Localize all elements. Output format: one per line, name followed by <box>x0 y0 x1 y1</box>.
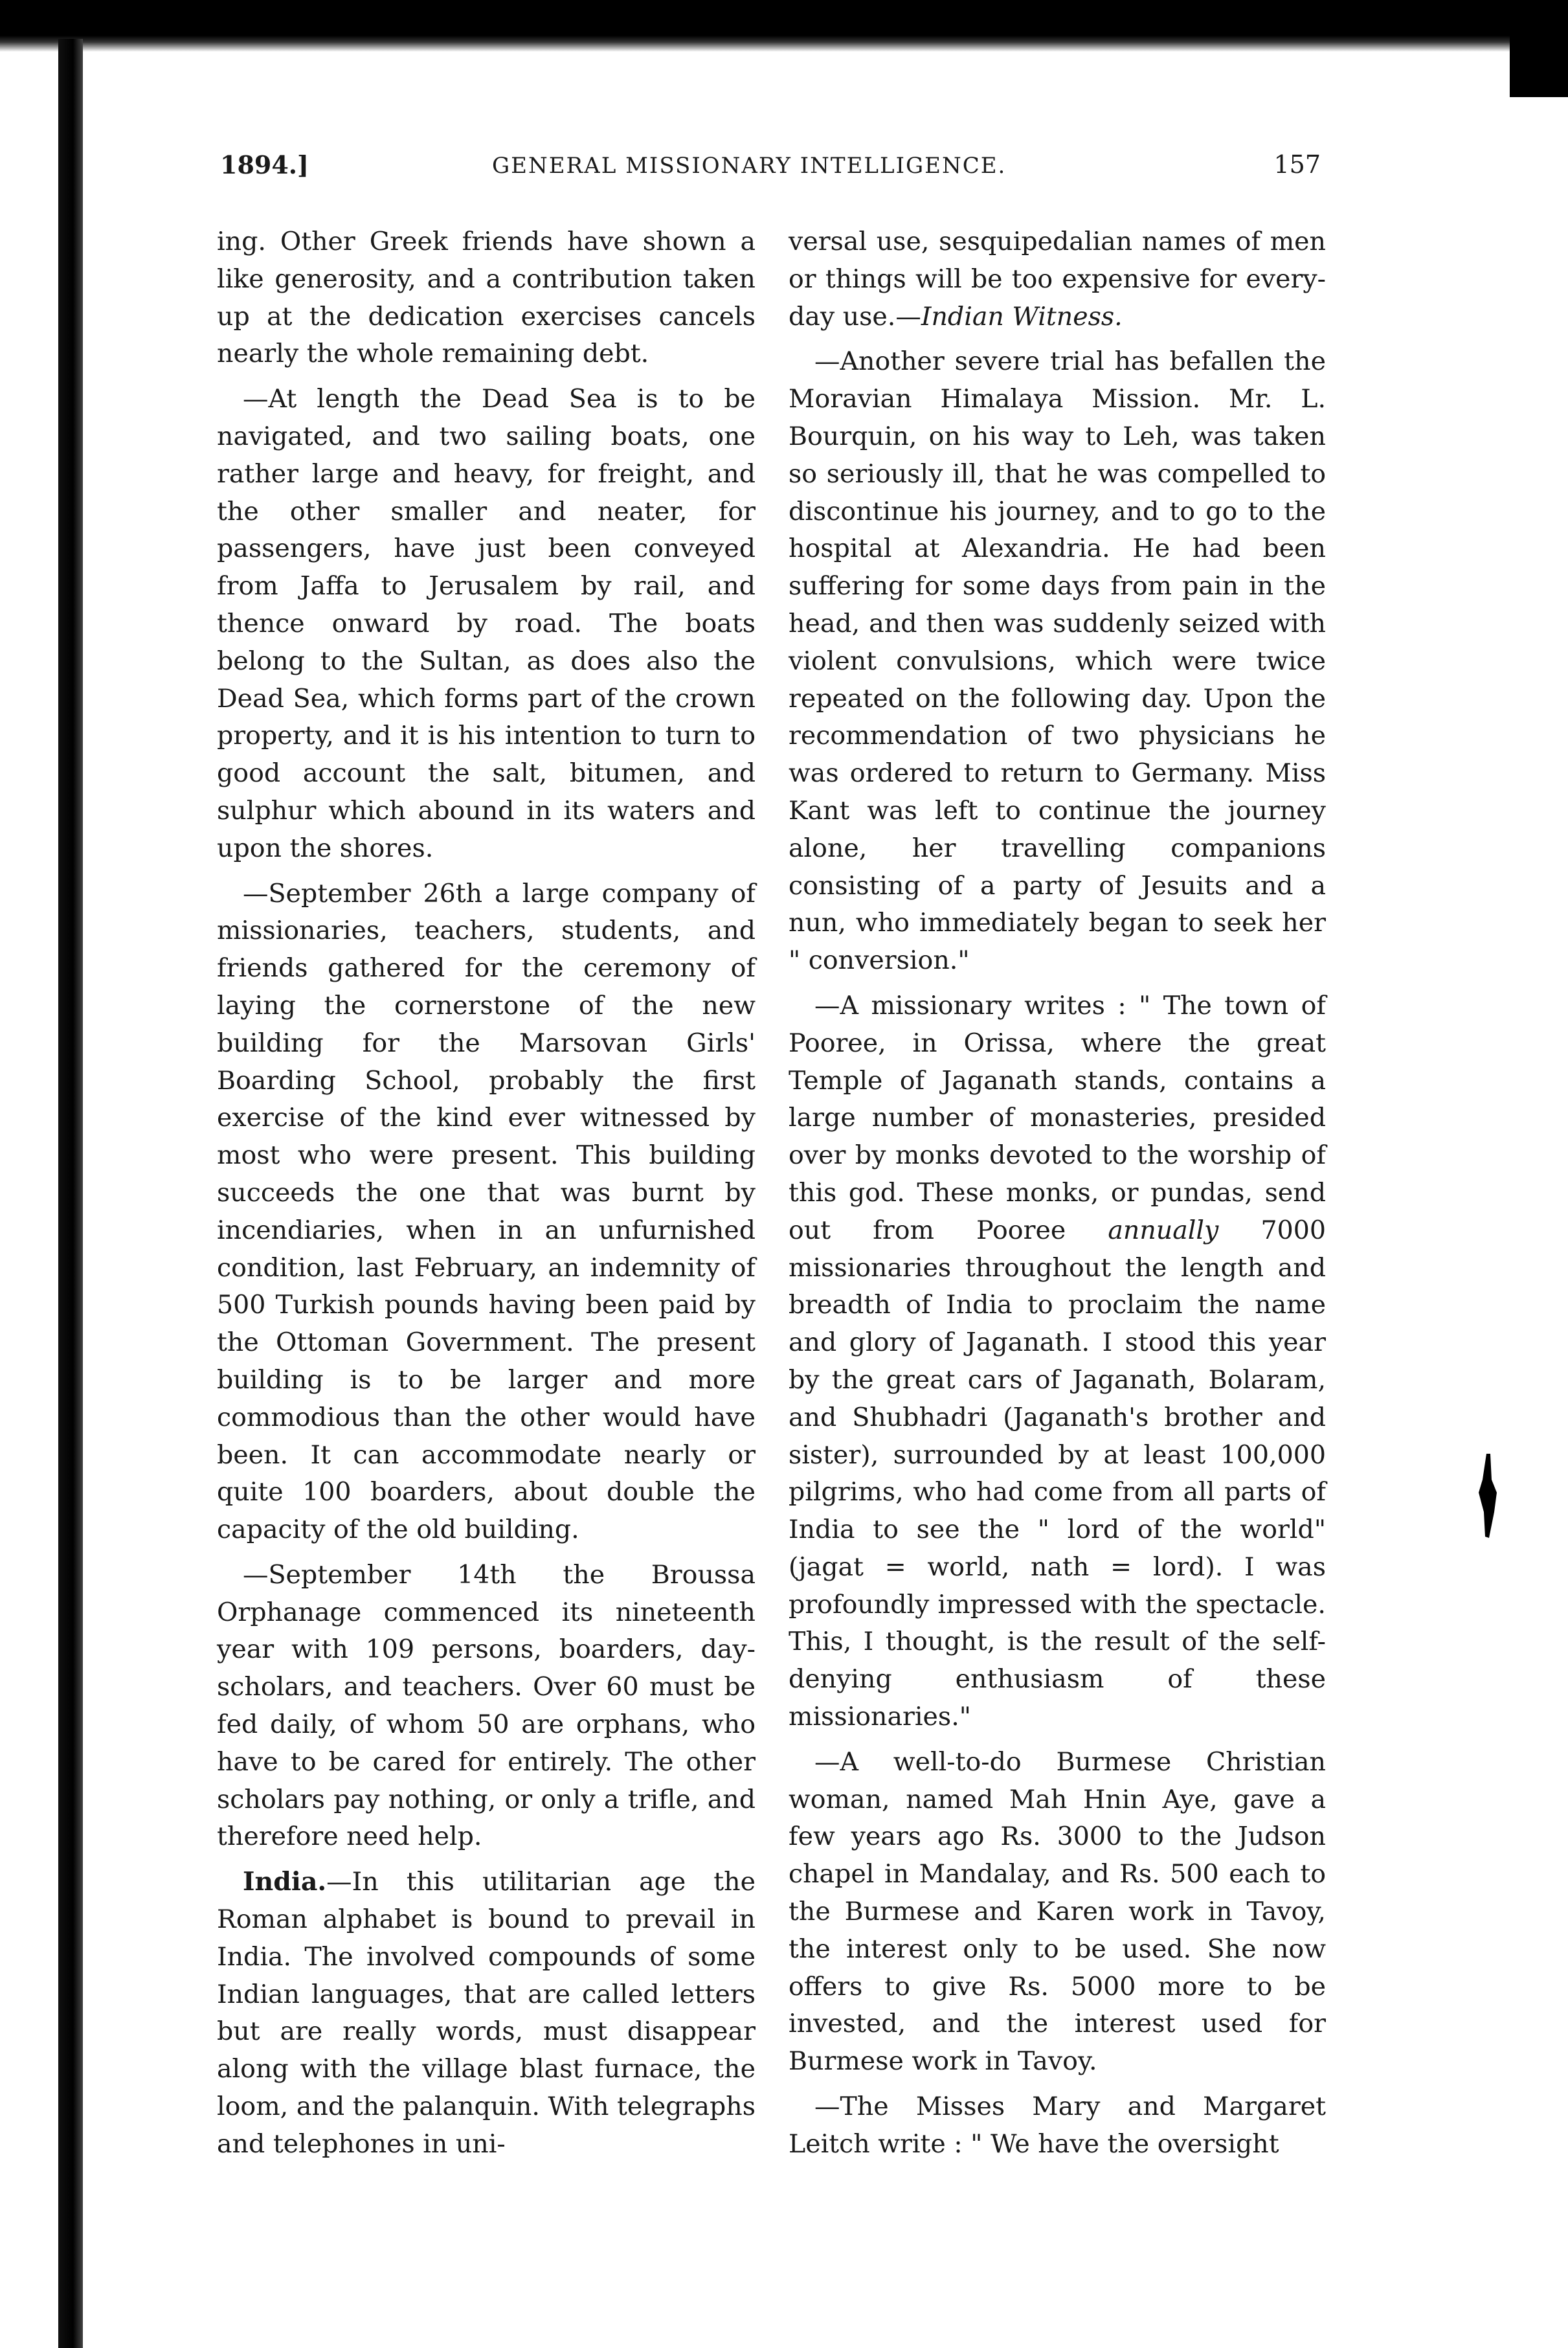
paragraph-pooree-text-a: —A missionary writes : " The town of Pooree, in Orissa, where the great Temple of Jaganath stands, contains a large number of monasteries, presided over by monks devoted to the worship of this god. These monks, or pundas, send out from Pooree <box>789 990 1326 1245</box>
paragraph-broussa-orphanage: —September 14th the Broussa Orphanage commenced its nineteenth year with 109 persons, boarders, day-scholars, and teachers. Over 60 must be fed daily, of whom 50 are orphans, who have to be cared for entirely. The other scholars pay nothing, or only a trifle, and therefore need help. <box>217 1559 756 1852</box>
left-column <box>217 223 756 2163</box>
source-indian-witness: Indian Witness. <box>921 301 1123 332</box>
paragraph-marsovan-school: —September 26th a large company of missionaries, teachers, students, and friends gathered for the ceremony of laying the cornerstone of the new building for the Marsovan Girls' Boarding School, probably the first exercise of the kind ever witnessed by most who were present. This building succeeds the one that was burnt by incendiaries, when in an unfurnished condition, last February, an indemnity of 500 Turkish pounds having been paid by the Ottoman Government. The present building is to be larger and more commodious than the other would have been. It can accommodate nearly or quite 100 boarders, about double the capacity of the old building. <box>217 878 756 1545</box>
paragraph-leitch-sisters: —The Misses Mary and Margaret Leitch write : " We have the oversight <box>789 2092 1326 2159</box>
emphasis-annually: annually <box>1108 1215 1219 1245</box>
header-year: 1894.] <box>220 150 309 179</box>
section-heading-india: India. <box>243 1867 327 1897</box>
page-number: 157 <box>1273 150 1321 179</box>
scan-blemish <box>1475 1454 1501 1538</box>
paragraph-india <box>217 1864 756 2163</box>
paragraph-greek-friends: ing. Other Greek friends have shown a like generosity, and a contribution taken up at the dedication exercises cancels nearly the whole remaining debt. <box>217 227 756 369</box>
paragraph-roman-alphabet-cont <box>789 223 1326 335</box>
paragraph-pooree-text-b: 7000 missionaries throughout the length and breadth of India to proclaim the name and glory of Jaganath. I stood this year by the great cars of Jaganath, Bolaram, and Shubhadri (Jaganath's brother and sister), surrounded by at least 100,000 pilgrims, who had come from all parts of India to see the " lord of the world" (jagat = world, nath = lord). I was profoundly impressed with the spectacle. This, I thought, is the result of the self-denying enthusiasm of these missionaries." <box>789 1215 1326 1732</box>
running-header <box>220 150 1321 196</box>
scan-border-corner <box>1510 0 1568 97</box>
right-column <box>789 223 1326 2163</box>
paragraph-burmese-woman: —A well-to-do Burmese Christian woman, named Mah Hnin Aye, gave a few years ago Rs. 3000 to the Judson chapel in Mandalay, and Rs. 500 each to the Burmese and Karen work in Tavoy, the interest only to be used. She now offers to give Rs. 5000 more to be invested, and the interest used for Burmese work in Tavoy. <box>789 1746 1326 2077</box>
paragraph-moravian-mission: —Another severe trial has befallen the Moravian Himalaya Mission. Mr. L. Bourquin, on his way to Leh, was taken so seriously ill, that he was compelled to discontinue his journey, and to go to the hospital at Alexandria. He had been suffering for some days from pain in the head, and then was suddenly seized with violent convulsions, which were twice repeated on the following day. Upon the recommendation of two physicians he was ordered to return to Germany. Miss Kant was left to continue the journey alone, her travelling companions consisting of a party of Jesuits and a nun, who immediately began to seek her " conversion." <box>789 346 1326 976</box>
header-running-title: GENERAL MISSIONARY INTELLIGENCE. <box>492 153 1007 179</box>
paragraph-pooree-missionary <box>789 988 1326 1736</box>
paragraph-roman-alphabet-text: versal use, sesquipedalian names of men or things will be too expensive for every-day use.— <box>789 227 1326 332</box>
paragraph-india-text: —In this utilitarian age the Roman alphabet is bound to prevail in India. The involved compounds of some Indian languages, that are called letters but are really words, must disappear along with the village blast furnace, the loom, and the palanquin. With telegraphs and telephones in uni- <box>217 1867 756 2159</box>
paragraph-dead-sea: —At length the Dead Sea is to be navigated, and two sailing boats, one rather large and heavy, for freight, and the other smaller and neater, for passengers, have just been conveyed from Jaffa to Jerusalem by rail, and thence onward by road. The boats belong to the Sultan, as does also the Dead Sea, which forms part of the crown property, and it is his intention to turn to good account the salt, bitumen, and sulphur which abound in its waters and upon the shores. <box>217 384 756 863</box>
scan-border-top <box>0 0 1568 52</box>
scan-border-left <box>58 39 83 2348</box>
